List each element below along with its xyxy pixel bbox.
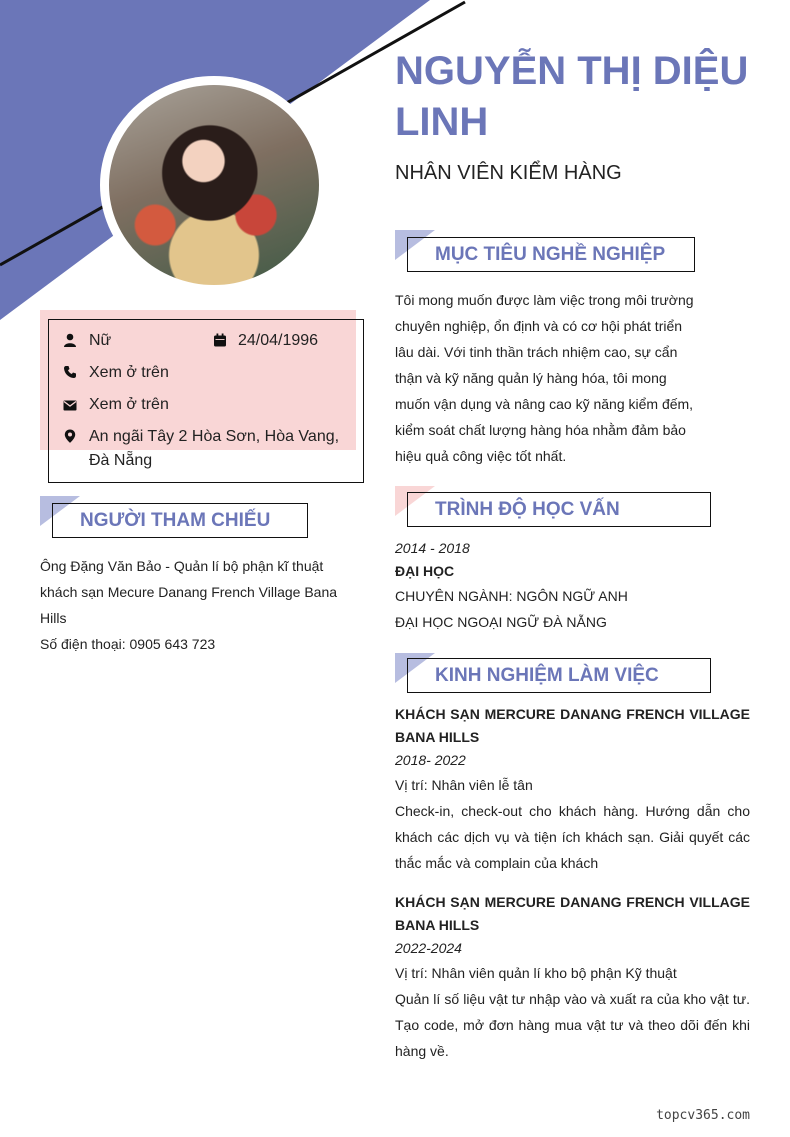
- education-period: 2014 - 2018: [395, 540, 470, 556]
- footer-watermark: topcv365.com: [656, 1108, 750, 1123]
- phone-value[interactable]: Xem ở trên: [89, 364, 169, 381]
- job-position: Vị trí: Nhân viên lễ tân: [395, 777, 533, 793]
- job-company: KHÁCH SẠN MERCURE DANANG FRENCH VILLAGE BANA HILLS: [395, 706, 750, 745]
- education-major: CHUYÊN NGÀNH: NGÔN NGỮ ANH: [395, 588, 628, 604]
- job-company: KHÁCH SẠN MERCURE DANANG FRENCH VILLAGE BANA HILLS: [395, 894, 750, 933]
- reference-phone: Số điện thoại: 0905 643 723: [40, 636, 216, 652]
- education-degree: ĐẠI HỌC: [395, 563, 455, 579]
- experience-heading: KINH NGHIỆM LÀM VIỆC: [407, 658, 711, 693]
- candidate-name: NGUYỄN THỊ DIỆU LINH: [395, 49, 749, 144]
- job-period: 2018- 2022: [395, 752, 466, 768]
- birthday-value: 24/04/1996: [238, 332, 319, 349]
- reference-contact: Ông Đặng Văn Bảo - Quản lí bộ phận kĩ thuật khách sạn Mecure Danang French Village Bana Hills: [40, 558, 338, 626]
- address-value: An ngãi Tây 2 Hòa Sơn, Hòa Vang, Đà Nẵng: [89, 428, 340, 469]
- job-description: Quản lí số liệu vật tư nhập vào và xuất ra của kho vật tư. Tạo code, mở đơn hàng mua vật tư và theo dõi đến khi hàng về.: [395, 991, 750, 1059]
- references-text: [40, 553, 360, 657]
- email-icon: [63, 398, 77, 412]
- profile-photo: [109, 85, 319, 285]
- calendar-icon: [213, 333, 227, 347]
- user-icon: [63, 333, 77, 347]
- phone-icon: [63, 365, 77, 379]
- job-period: 2022-2024: [395, 940, 462, 956]
- job-title: NHÂN VIÊN KIỂM HÀNG: [395, 162, 622, 184]
- objective-heading: MỤC TIÊU NGHỀ NGHIỆP: [407, 237, 695, 272]
- references-heading: NGƯỜI THAM CHIẾU: [52, 503, 308, 538]
- education-heading: TRÌNH ĐỘ HỌC VẤN: [407, 492, 711, 527]
- profile-photo-frame: [100, 76, 328, 294]
- location-icon: [63, 429, 77, 443]
- job-description: Check-in, check-out cho khách hàng. Hướng dẫn cho khách các dịch vụ và tiện ích khách sạn. Giải quyết các thắc mắc và complain của khách: [395, 803, 750, 871]
- job-position: Vị trí: Nhân viên quản lí kho bộ phận Kỹ thuật: [395, 965, 677, 981]
- gender-value: Nữ: [89, 332, 112, 349]
- objective-text: Tôi mong muốn được làm việc trong môi trường chuyên nghiệp, ổn định và có cơ hội phát triển lâu dài. Với tinh thần trách nhiệm cao, sự cẩn thận và kỹ năng quản lý hàng hóa, tôi mong muốn vận dụng và nâng cao kỹ năng kiểm đếm, kiểm soát chất lượng hàng hóa nhằm đảm bảo hiệu quả công việc tốt nhất.: [395, 292, 694, 464]
- email-value[interactable]: Xem ở trên: [89, 396, 169, 413]
- education-school: ĐẠI HỌC NGOẠI NGỮ ĐÀ NẴNG: [395, 614, 607, 630]
